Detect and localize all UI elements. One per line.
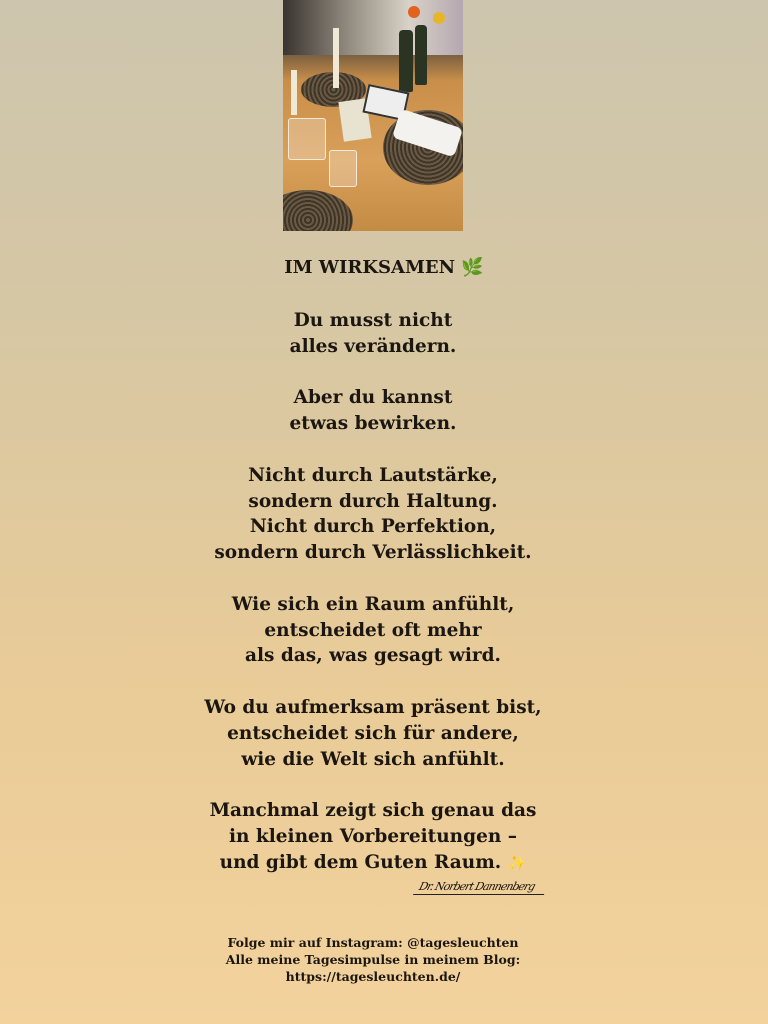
stanza [0,463,746,566]
poem-line: wie die Welt sich anfühlt. [241,748,505,770]
footer [0,934,746,985]
signature: Dr. Norbert Dannenberg [413,880,548,895]
poem-line: Du musst nicht [293,310,453,331]
poem-line: als das, was gesagt wird. [245,645,501,667]
instagram-line: Folge mir auf Instagram: @tagesleuchten [227,935,519,950]
poem-line: Wo du aufmerksam präsent bist, [204,696,542,718]
poem-line: Nicht durch Perfektion, [249,516,497,538]
sparkles-icon: ✨ [507,853,527,872]
poem-line: Wie sich ein Raum anfühlt, [231,593,515,615]
stanza [0,798,746,876]
herb-leaf-icon: 🌿 [461,257,484,278]
poem-line: Aber du kannst [293,387,453,409]
stanza [0,695,746,772]
poem-line: entscheidet oft mehr [264,619,482,641]
blog-line: Alle meine Tagesimpulse in meinem Blog: [225,952,521,967]
poem-body [0,308,746,877]
poem-line: sondern durch Haltung. [248,490,498,512]
poem-title [0,257,768,278]
stanza [0,385,746,437]
poem-line: alles verändern. [289,335,457,357]
poem-line: sondern durch Verlässlichkeit. [214,542,532,564]
blog-link[interactable]: https://tagesleuchten.de/ [285,969,461,984]
poem-line: in kleinen Vorbereitungen – [229,825,517,847]
poem-line: etwas bewirken. [289,413,457,435]
poem-line: entscheidet sich für andere, [227,722,519,744]
stanza [0,308,746,360]
poem-line: Nicht durch Lautstärke, [248,464,498,486]
title-text: IM WIRKSAMEN [284,257,456,278]
table-setting-photo [283,0,463,231]
poem-line: Manchmal zeigt sich genau das [209,800,537,822]
stanza [0,592,746,669]
poem-line: und gibt dem Guten Raum. [219,851,502,873]
